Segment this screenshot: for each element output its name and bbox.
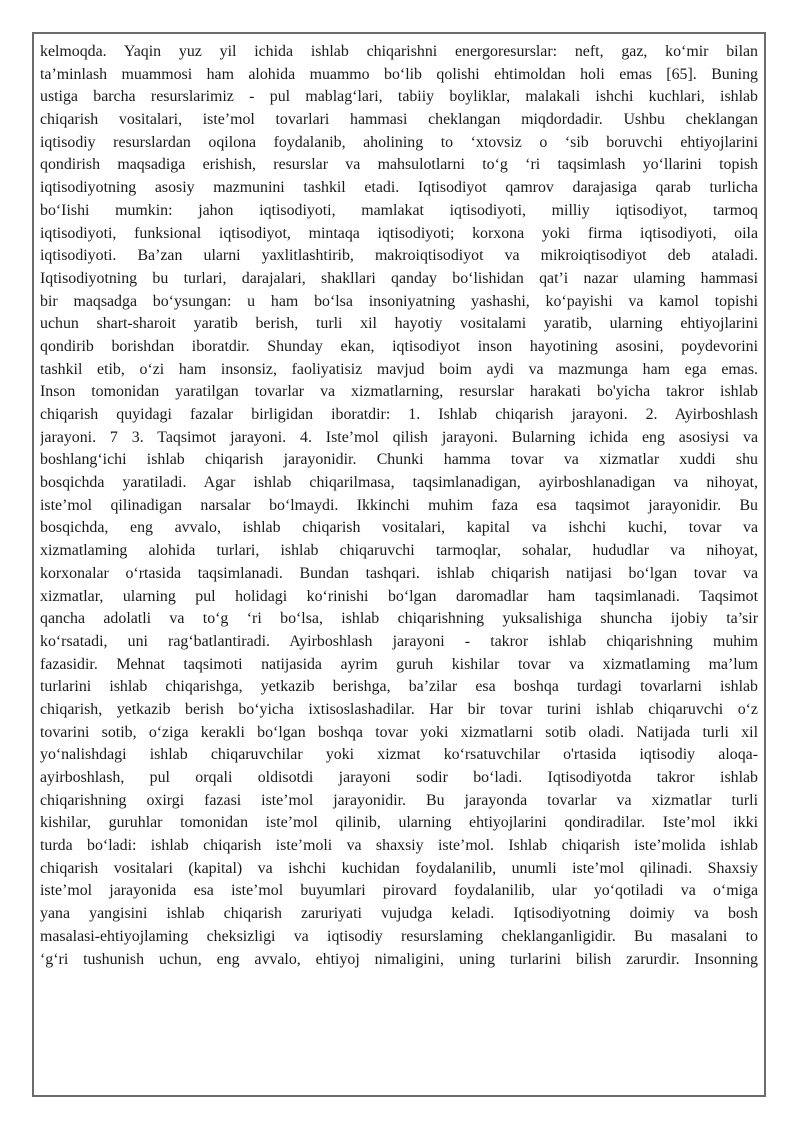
text-line: iste’mol jarayonida esa iste’mol buyumlari pirovard foydalanilib, ular yo‘qotiladi va o‘miga (40, 882, 758, 900)
text-line: chiqarish vositalari, iste’mol tovarlari hammasi cheklangan miqdordadir. Ushbu cheklangan (40, 111, 758, 129)
body-text (40, 41, 758, 971)
text-line: iqtisodiyoti, funksional iqtisodiyot, mintaqa iqtisodiyoti; korxona yoki firma iqtisodiyoti, oila (40, 224, 758, 242)
text-line: bosqichda, eng avvalo, ishlab chiqarish vositalari, kapital va ishchi kuchi, tovar va (40, 519, 758, 537)
text-line: Iqtisodiyotning bu turlari, darajalari, shakllari qanday bo‘lishidan qat’i nazar ulaming hammasi (40, 269, 758, 287)
text-line: qondirish maqsadiga erishish, resurslar va mahsulotlarni to‘g ‘ri taqsimlash yo‘llarini topish (40, 156, 758, 174)
text-line: chiqarishning oxirgi fazasi iste’mol jarayonidir. Bu jarayonda tovarlar va xizmatlar turli (40, 791, 758, 809)
text-line: chiqarish vositalari (kapital) va ishchi kuchidan foydalanilib, unumli iste’mol qilinadi. Shaxsiy (40, 859, 758, 877)
text-line: ko‘rsatadi, uni rag‘batlantiradi. Ayirboshlash jarayoni - takror ishlab chiqarishning muhim (40, 632, 758, 650)
text-line: iqtisodiyoti. Ba’zan ularni yaxlitlashtirib, makroiqtisodiyot va mikroiqtisodiyot deb ataladi. (40, 247, 758, 265)
text-line: chiqarish, yetkazib berish bo‘yicha ixtisoslashadilar. Har bir tovar turini ishlab chiqaruvchi o‘z (40, 700, 758, 718)
text-line: chiqarish quyidagi fazalar birligidan iboratdir: 1. Ishlab chiqarish jarayoni. 2. Ayirboshlash (40, 406, 758, 423)
text-line: Inson tomonidan yaratilgan tovarlar va xizmatlarning, resurslar harakati bo'yicha takror ishlab (40, 383, 758, 401)
text-line: ayirboshlash, pul orqali oldisotdi jarayoni sodir bo‘ladi. Iqtisodiyotda takror ishlab (40, 769, 758, 786)
text-line: masalasi-ehtiyojlaming cheksizligi va iqtisodiy resurslaming cheklanganligidir. Bu masalani to (40, 927, 758, 945)
text-line: yana yangisini ishlab chiqarish zaruriyati vujudga keladi. Iqtisodiyotning doimiy va bosh (40, 905, 758, 923)
text-line: fazasidir. Mehnat taqsimoti natijasida ayrim guruh kishilar tovar va xizmatlaming ma’lum (40, 655, 758, 673)
text-line: ta’minlash muammosi ham alohida muammo bo‘lib qolishi ehtimoldan holi emas [65]. Buning (40, 65, 758, 83)
text-line: tashkil etib, o‘zi ham insonsiz, faoliyatisiz mavjud boim aydi va mazmunga ham ega emas. (40, 360, 758, 378)
text-line: iste’mol qilinadigan narsalar bo‘lmaydi. Ikkinchi muhim faza esa taqsimot jarayonidir. Bu (40, 496, 758, 514)
text-line: bir maqsadga bo‘ysungan: u ham bo‘lsa insoniyatning yashashi, ko‘payishi va kamol topishi (40, 292, 758, 310)
text-line: korxonalar o‘rtasida taqsimlanadi. Bundan tashqari. ishlab chiqarish natijasi bo‘lgan tovar va (40, 564, 758, 582)
text-line: qondirib borishdan iboratdir. Shunday ekan, iqtisodiyot inson hayotining asosini, poydevorini (40, 337, 758, 355)
text-line: kelmoqda. Yaqin yuz yil ichida ishlab chiqarishni energoresurslar: neft, gaz, ko‘mir bilan (40, 43, 758, 60)
text-line: iqtisodiyotning asosiy mazmunini tashkil etadi. Iqtisodiyot qamrov darajasiga qarab turlicha (40, 179, 758, 197)
text-line: jarayoni. 7 3. Taqsimot jarayoni. 4. Iste’mol qilish jarayoni. Bularning ichida eng asosiysi va (40, 428, 758, 446)
text-line: boshlang‘ichi ishlab chiqarish jarayonidir. Chunki hamma tovar va xizmatlar xuddi shu (40, 451, 758, 469)
text-line: iqtisodiy resurslardan oqilona foydalanib, aholining to ‘xtovsiz o ‘sib boruvchi ehtiyojlarini (40, 133, 758, 151)
text-line: bosqichda yaratiladi. Agar ishlab chiqarilmasa, taqsimlanadigan, ayirboshlanadigan va nihoyat, (40, 474, 758, 492)
text-line: turlarini ishlab chiqarishga, yetkazib berishga, ba’zilar esa boshqa turdagi tovarlarni ishlab (40, 678, 758, 696)
text-line: xizmatlaming alohida turlari, ishlab chiqaruvchi tarmoqlar, sohalar, hududlar va nihoyat, (40, 542, 758, 560)
text-line: uchun shart-sharoit yaratib berish, turli xil hayotiy vositalami yaratib, ularning ehtiyojlarini (40, 315, 758, 333)
text-line: ‘g‘ri tushunish uchun, eng avvalo, ehtiyoj nimaligini, uning turlarini bilish zarurdir. Insonning (40, 950, 758, 968)
text-line: turda bo‘ladi: ishlab chiqarish iste’moli va shaxsiy iste’mol. Ishlab chiqarish iste’molida ishlab (40, 837, 758, 855)
text-line: tovarini sotib, o‘ziga kerakli bo‘lgan boshqa tovar yoki xizmatlarni sotib oladi. Natijada turli xil (40, 723, 758, 741)
text-line: qancha adolatli va to‘g ‘ri bo‘lsa, ishlab chiqarishning yuksalishiga shuncha ijobiy ta’sir (40, 610, 758, 628)
text-line: xizmatlar, ularning pul holidagi ko‘rinishi bo‘lgan daromadlar ham taqsimlanadi. Taqsimot (40, 587, 758, 605)
text-line: ustiga barcha resurslarimiz - pul mablag‘lari, tabiiy boyliklar, malakali ishchi kuchlari, ishlab (40, 88, 758, 106)
text-line: kishilar, guruhlar tomonidan iste’mol qilinib, ularning ehtiyojlarini qondiradilar. Iste’mol ikki (40, 814, 758, 832)
text-line: bo‘Iishi mumkin: jahon iqtisodiyoti, mamlakat iqtisodiyoti, milliy iqtisodiyot, tarmoq (40, 201, 758, 219)
text-line: yo‘nalishdagi ishlab chiqaruvchilar yoki xizmat ko‘rsatuvchilar o'rtasida iqtisodiy aloqa- (40, 746, 758, 764)
